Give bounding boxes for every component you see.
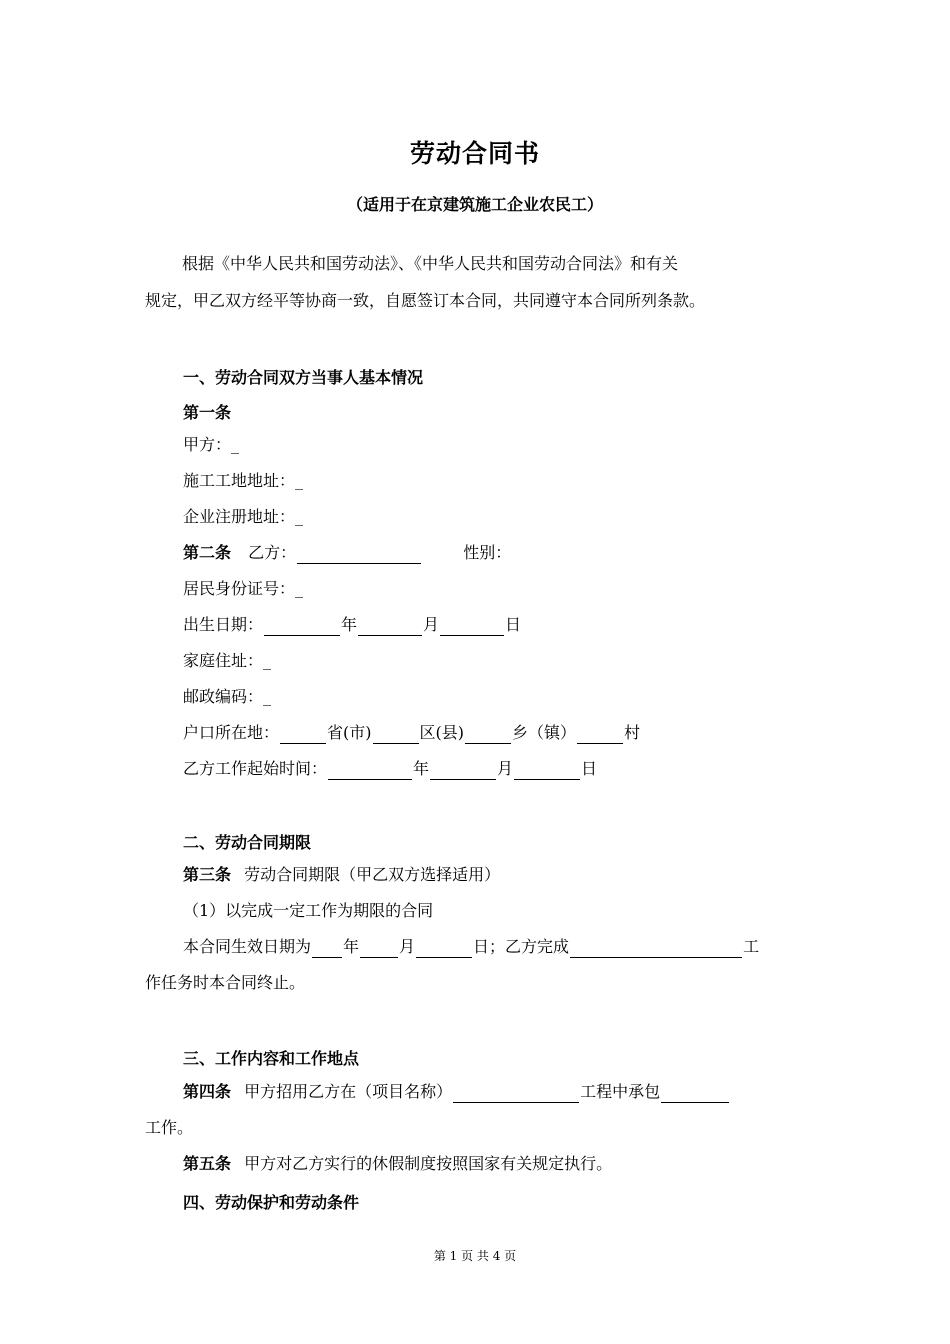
hukou-township-label: 乡（镇）	[512, 723, 577, 742]
party-b-blank	[297, 545, 421, 564]
birth-year-label: 年	[341, 615, 358, 634]
effective-year-blank	[312, 939, 342, 958]
hukou-township-blank	[465, 725, 511, 744]
page-footer: 第 1 页 共 4 页	[433, 1249, 517, 1263]
article5-row	[183, 1153, 612, 1175]
article1-label: 第一条	[183, 403, 232, 422]
birth-year-blank	[264, 617, 340, 636]
article5-label: 第五条	[183, 1154, 232, 1173]
hukou-row	[183, 722, 640, 744]
hukou-village-label: 村	[624, 723, 641, 742]
article4-text: 甲方招用乙方在（项目名称）	[244, 1082, 453, 1101]
article3-text: 劳动合同期限（甲乙双方选择适用）	[244, 865, 501, 884]
article4-end: 工作。	[145, 1118, 194, 1137]
article2-label: 第二条	[183, 543, 232, 562]
work-suffix: 工	[743, 937, 760, 956]
article4-row	[183, 1081, 730, 1103]
document-subtitle: （适用于在京建筑施工企业农民工）	[346, 195, 603, 214]
postal-code-field: 邮政编码：_	[183, 687, 272, 706]
completion-text: 日；乙方完成	[473, 937, 570, 956]
party-a-field: 甲方：_	[183, 435, 240, 454]
section3-heading: 三、工作内容和工作地点	[183, 1049, 360, 1068]
start-year-blank	[328, 761, 412, 780]
section2-heading: 二、劳动合同期限	[183, 833, 312, 852]
hukou-district-label: 区(县)	[419, 723, 465, 742]
birth-month-blank	[358, 617, 422, 636]
article4-label: 第四条	[183, 1082, 232, 1101]
start-month-label: 月	[497, 759, 514, 778]
gender-label: 性别：	[463, 543, 512, 562]
effective-month-blank	[360, 939, 398, 958]
home-address-field: 家庭住址：_	[183, 651, 272, 670]
article3-label: 第三条	[183, 865, 232, 884]
reg-address-field: 企业注册地址：_	[183, 507, 304, 526]
option1-text: （1）以完成一定工作为期限的合同	[183, 901, 434, 920]
article3-row	[183, 864, 500, 886]
start-day-blank	[514, 761, 580, 780]
termination-text: 作任务时本合同终止。	[145, 973, 306, 992]
hukou-label: 户口所在地：	[183, 723, 280, 742]
start-month-blank	[430, 761, 496, 780]
hukou-province-blank	[280, 725, 326, 744]
article5-text: 甲方对乙方实行的休假制度按照国家有关规定执行。	[244, 1154, 613, 1173]
intro-paragraph-line2: 规定，甲乙双方经平等协商一致，自愿签订本合同，共同遵守本合同所列条款。	[145, 291, 706, 310]
document-title: 劳动合同书	[409, 139, 540, 168]
id-number-field: 居民身份证号：_	[183, 579, 304, 598]
section1-heading: 一、劳动合同双方当事人基本情况	[183, 368, 424, 387]
article2-row	[183, 542, 511, 564]
birth-date-label: 出生日期：	[183, 615, 264, 634]
start-time-row	[183, 758, 597, 780]
article4-mid: 工程中承包	[580, 1082, 661, 1101]
site-address-field: 施工工地地址：_	[183, 471, 304, 490]
effective-month-label: 月	[399, 937, 416, 956]
effective-day-blank	[416, 939, 472, 958]
party-b-label: 乙方：	[248, 543, 297, 562]
section4-heading: 四、劳动保护和劳动条件	[183, 1193, 360, 1212]
hukou-district-blank	[373, 725, 419, 744]
birth-day-blank	[440, 617, 504, 636]
start-time-label: 乙方工作起始时间：	[183, 759, 328, 778]
hukou-village-blank	[577, 725, 623, 744]
effective-prefix: 本合同生效日期为	[183, 937, 312, 956]
contract-work-blank	[661, 1084, 729, 1103]
birth-month-label: 月	[423, 615, 440, 634]
hukou-province-label: 省(市)	[327, 723, 372, 742]
project-name-blank	[453, 1084, 579, 1103]
effective-year-label: 年	[343, 937, 360, 956]
intro-paragraph-line1: 根据《中华人民共和国劳动法》、《中华人民共和国劳动合同法》和有关	[182, 254, 679, 273]
start-year-label: 年	[413, 759, 430, 778]
birth-date-row	[183, 614, 521, 636]
work-task-blank	[570, 939, 742, 958]
effective-date-row	[183, 936, 759, 958]
birth-day-label: 日	[505, 615, 522, 634]
start-day-label: 日	[581, 759, 598, 778]
